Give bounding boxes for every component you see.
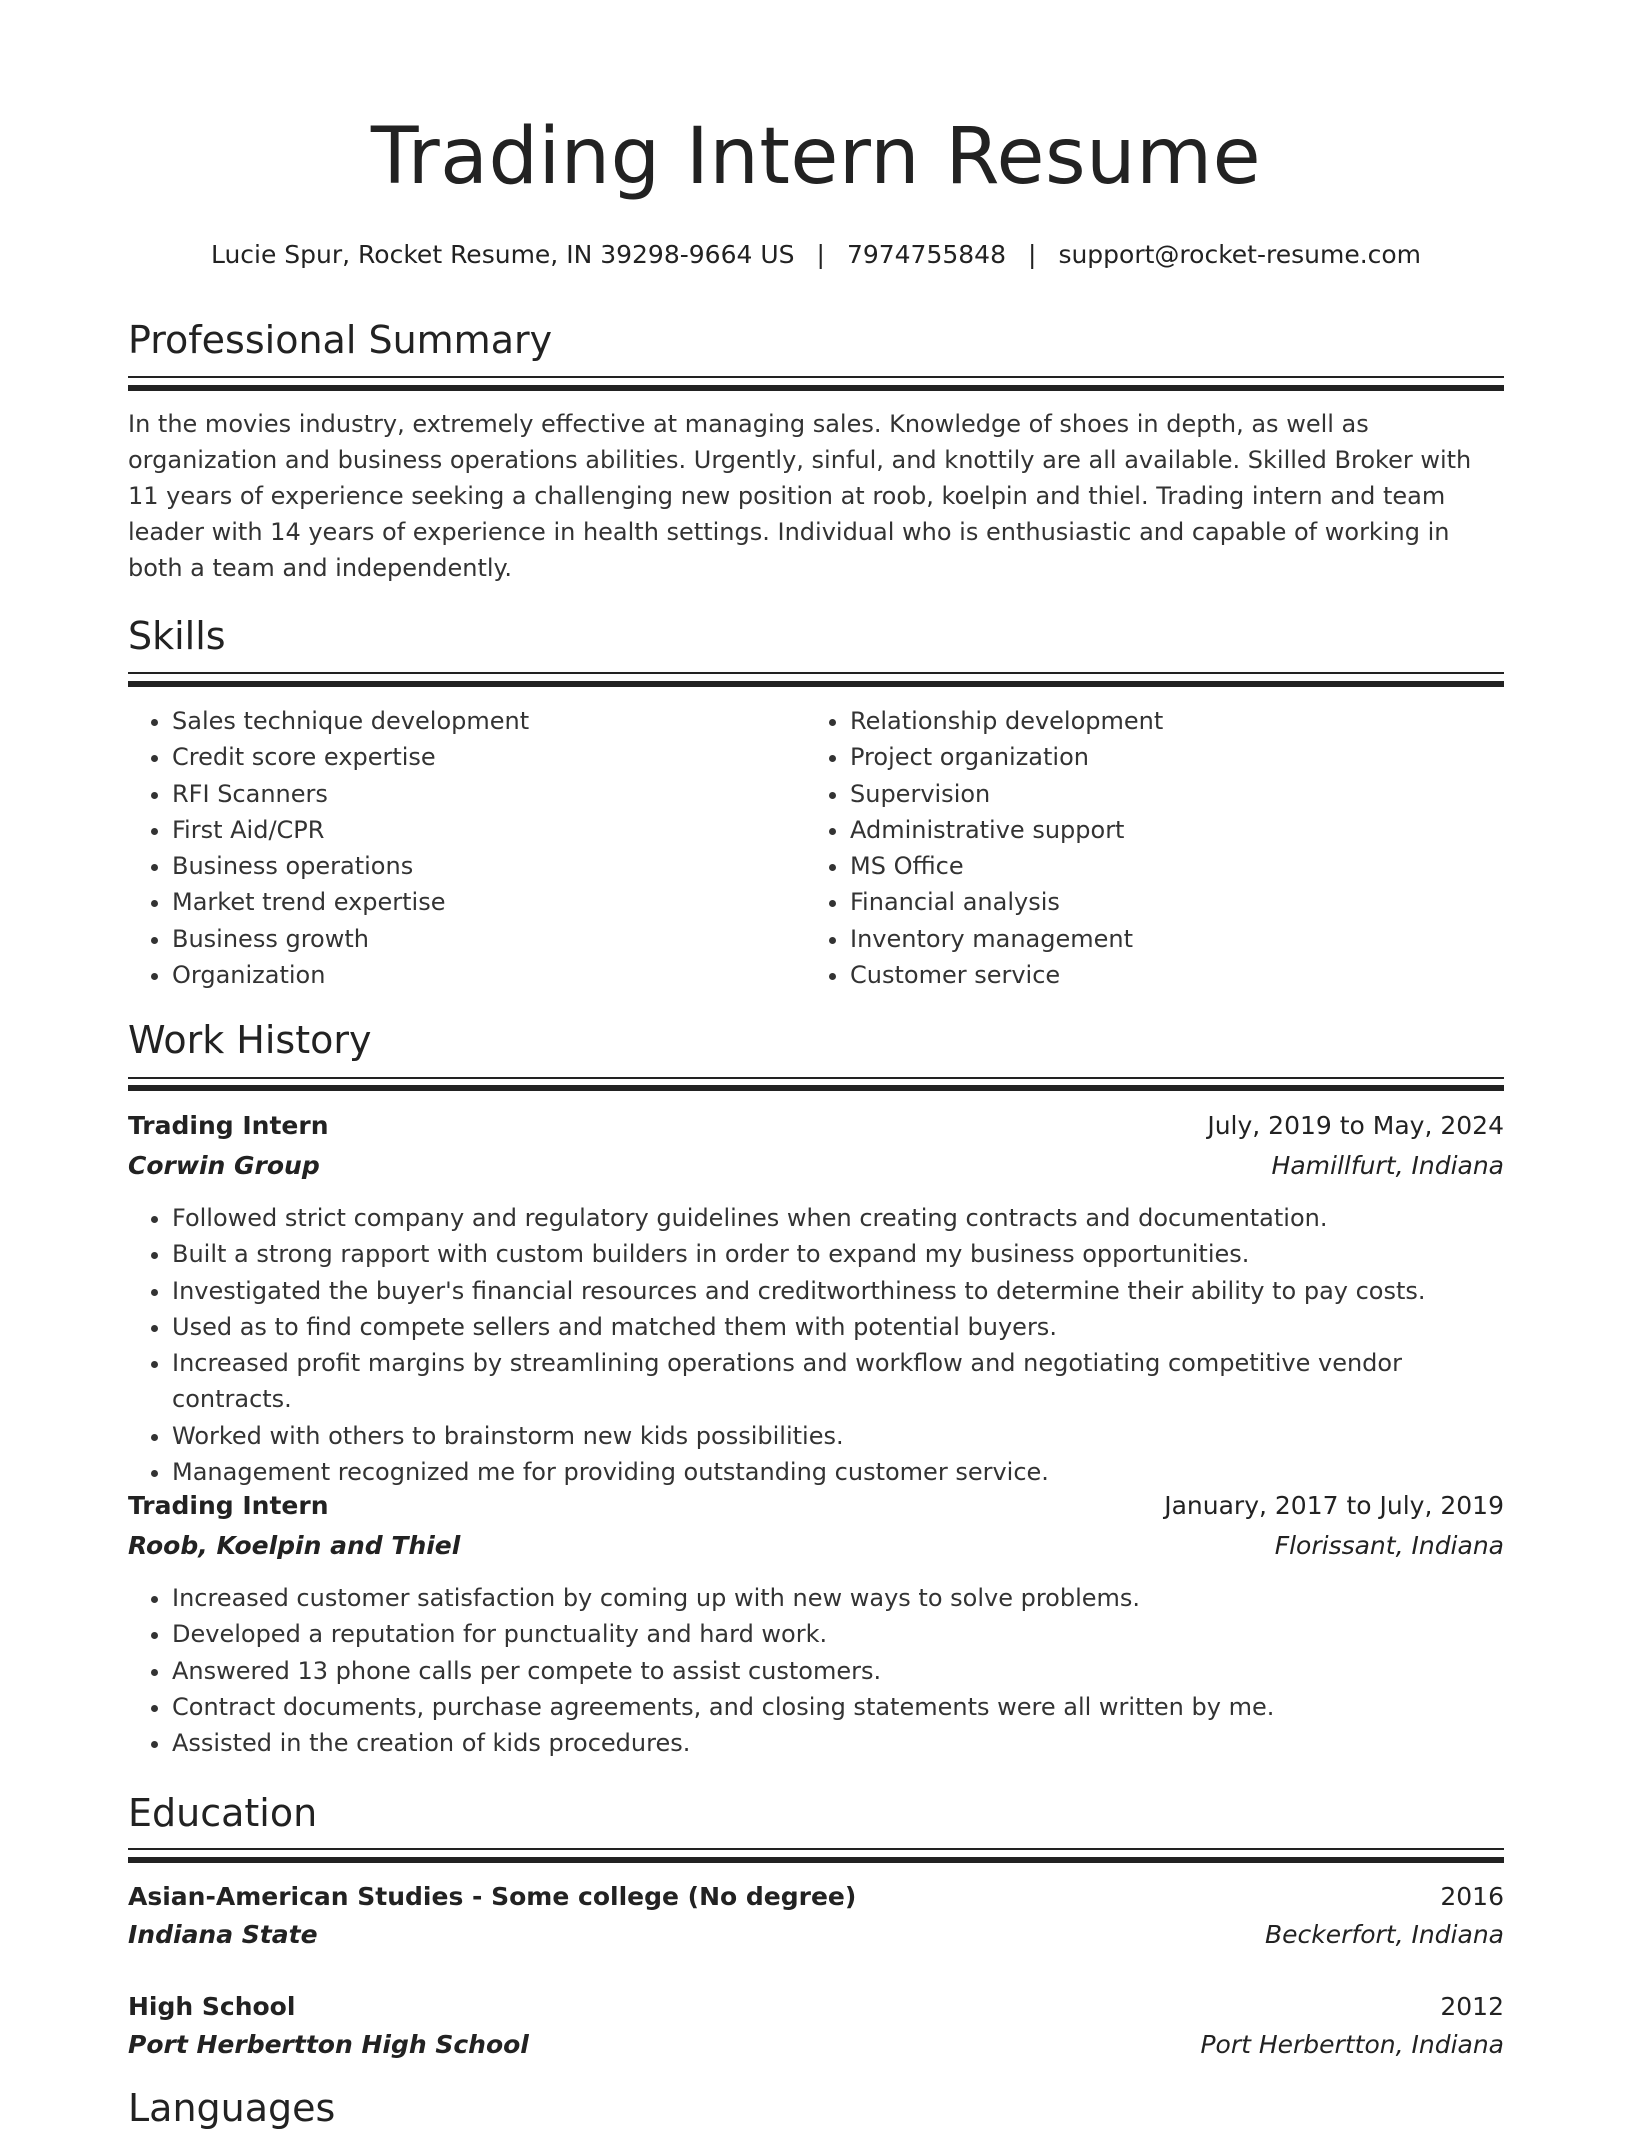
skill-item: • MS Office xyxy=(850,848,1466,884)
education-subheader xyxy=(128,2030,1504,2060)
education-school: Indiana State xyxy=(128,1920,318,1949)
skill-item: • Credit score expertise xyxy=(172,739,788,775)
section-divider xyxy=(128,376,1504,378)
education-subheader xyxy=(128,1920,1504,1950)
skills-column-left xyxy=(128,703,788,993)
skill-item: • RFI Scanners xyxy=(172,776,788,812)
job-title: Trading Intern xyxy=(128,1491,329,1520)
skill-item: • Financial analysis xyxy=(850,884,1466,920)
job-duty-item: • Management recognized me for providing outstanding customer service. xyxy=(172,1454,1504,1490)
section-title-summary: Professional Summary xyxy=(128,318,553,362)
job-duty-item: • Answered 13 phone calls per compete to assist customers. xyxy=(172,1653,1504,1689)
section-divider xyxy=(128,672,1504,674)
job-dates: July, 2019 to May, 2024 xyxy=(1207,1111,1504,1140)
skill-item: • Market trend expertise xyxy=(172,884,788,920)
section-header-languages xyxy=(128,2088,1504,2130)
education-location: Beckerfort, Indiana xyxy=(1264,1920,1504,1949)
contact-separator: | xyxy=(1028,240,1037,269)
skill-item: • Sales technique development xyxy=(172,703,788,739)
job-duties xyxy=(128,1580,1504,1761)
education-header xyxy=(128,1882,1504,1912)
contact-line xyxy=(128,240,1504,270)
job-duty-item: • Worked with others to brainstorm new kids possibilities. xyxy=(172,1418,1504,1454)
section-header-summary xyxy=(128,320,1504,362)
skill-item: • Administrative support xyxy=(850,812,1466,848)
job-location: Florissant, Indiana xyxy=(1274,1531,1504,1560)
section-divider xyxy=(128,385,1504,391)
education-year: 2016 xyxy=(1440,1882,1504,1911)
skill-item: • Inventory management xyxy=(850,921,1466,957)
skills-column-right xyxy=(806,703,1466,993)
skill-item: • Customer service xyxy=(850,957,1466,993)
section-divider xyxy=(128,681,1504,687)
skill-item: • Relationship development xyxy=(850,703,1466,739)
job-duties xyxy=(128,1200,1504,1490)
section-header-education xyxy=(128,1793,1504,1835)
education-header xyxy=(128,1992,1504,2022)
education-degree: Asian-American Studies - Some college (No degree) xyxy=(128,1882,857,1911)
job-duty-item: • Developed a reputation for punctuality and hard work. xyxy=(172,1616,1504,1652)
skill-item: • Business operations xyxy=(172,848,788,884)
section-divider xyxy=(128,1077,1504,1079)
job-duty-item: • Followed strict company and regulatory guidelines when creating contracts and documentation. xyxy=(172,1200,1504,1236)
skill-item: • First Aid/CPR xyxy=(172,812,788,848)
job-header xyxy=(128,1111,1504,1141)
contact-separator: | xyxy=(816,240,825,269)
job-header xyxy=(128,1491,1504,1521)
job-company: Corwin Group xyxy=(128,1151,320,1180)
skill-item: • Supervision xyxy=(850,776,1466,812)
summary-text: In the movies industry, extremely effective at managing sales. Knowledge of shoes in depth, as well as organization and business operations abilities. Urgently, sinful, and knottily are all available. Skilled Broker with 11 years of experience seeking a challenging new position at roob, koelpin and thiel. Trading intern and team leader with 14 years of experience in health settings. Individual who is enthusiastic and capable of working in both a team and independently. xyxy=(128,410,1472,582)
education-year: 2012 xyxy=(1440,1992,1504,2021)
job-company: Roob, Koelpin and Thiel xyxy=(128,1531,461,1560)
skill-item: • Project organization xyxy=(850,739,1466,775)
job-duty-item: • Increased profit margins by streamlining operations and workflow and negotiating competitive vendor contracts. xyxy=(172,1345,1504,1418)
contact-phone: 7974755848 xyxy=(846,240,1006,269)
resume-title: Trading Intern Resume xyxy=(370,112,1262,202)
skill-item: • Organization xyxy=(172,957,788,993)
job-subheader xyxy=(128,1151,1504,1181)
section-title-skills: Skills xyxy=(128,614,226,658)
job-duty-item: • Used as to find compete sellers and matched them with potential buyers. xyxy=(172,1309,1504,1345)
section-title-work: Work History xyxy=(128,1018,372,1062)
job-duty-item: • Contract documents, purchase agreements, and closing statements were all written by me. xyxy=(172,1689,1504,1725)
education-location: Port Herbertton, Indiana xyxy=(1200,2030,1504,2059)
education-school: Port Herbertton High School xyxy=(128,2030,529,2059)
job-dates: January, 2017 to July, 2019 xyxy=(1164,1491,1504,1520)
section-divider xyxy=(128,1857,1504,1863)
contact-email[interactable]: support@rocket-resume.com xyxy=(1058,240,1422,269)
job-title: Trading Intern xyxy=(128,1111,329,1140)
section-title-education: Education xyxy=(128,1791,318,1835)
job-duty-item: • Built a strong rapport with custom builders in order to expand my business opportunities. xyxy=(172,1236,1504,1272)
section-title-languages: Languages xyxy=(128,2086,336,2130)
section-header-work xyxy=(128,1020,1504,1062)
job-duty-item: • Increased customer satisfaction by coming up with new ways to solve problems. xyxy=(172,1580,1504,1616)
job-location: Hamillfurt, Indiana xyxy=(1271,1151,1504,1180)
contact-address: Lucie Spur, Rocket Resume, IN 39298-9664 US xyxy=(210,240,795,269)
section-divider xyxy=(128,1848,1504,1850)
section-header-skills xyxy=(128,616,1504,658)
job-duty-item: • Investigated the buyer's financial resources and creditworthiness to determine their ability to pay costs. xyxy=(172,1273,1504,1309)
job-subheader xyxy=(128,1531,1504,1561)
job-duty-item: • Assisted in the creation of kids procedures. xyxy=(172,1725,1504,1761)
skill-item: • Business growth xyxy=(172,921,788,957)
section-divider xyxy=(128,1085,1504,1091)
education-degree: High School xyxy=(128,1992,296,2021)
